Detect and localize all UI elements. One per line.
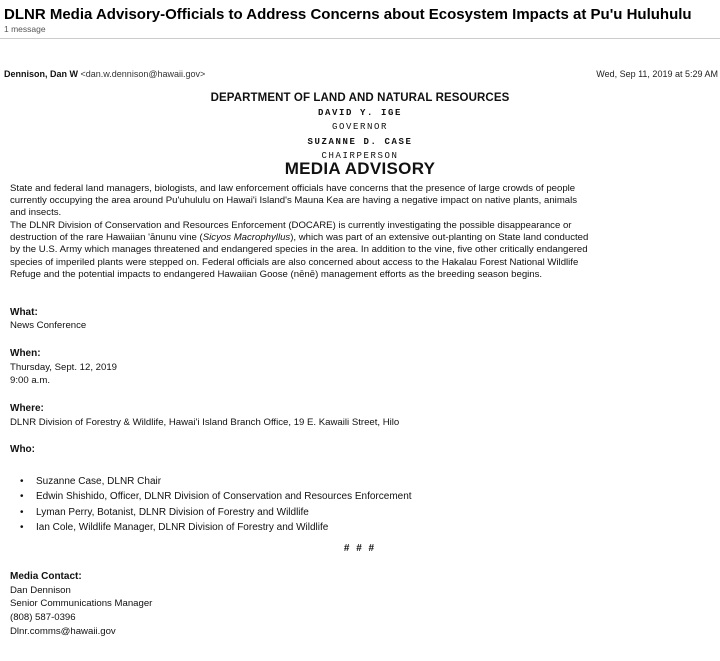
list-item: • Lyman Perry, Botanist, DLNR Division of Forestry and Wildlife [20,505,412,520]
what-label: What: [10,307,38,318]
chairperson-title: CHAIRPERSON [321,151,399,161]
what-value: News Conference [10,320,87,331]
paragraph-line: State and federal land managers, biologists, and law enforcement officials have concerns that the presence of large crowds of people [10,183,576,194]
media-contact-label: Media Contact: [10,571,82,582]
media-advisory-title: MEDIA ADVISORY [284,159,436,178]
who-label: Who: [10,444,35,455]
species-name: Sicyos Macrophyllus [202,232,291,244]
sender-line [4,69,205,79]
contact-email[interactable]: Dlnr.comms@hawaii.gov [10,626,116,637]
department-heading: DEPARTMENT OF LAND AND NATURAL RESOURCES [210,92,510,104]
contact-phone: (808) 587-0396 [10,612,76,623]
paragraph-line [10,232,710,244]
contact-name: Dan Dennison [10,585,71,596]
where-label: Where: [10,403,44,414]
when-time: 9:00 a.m. [10,375,50,386]
when-date: Thursday, Sept. 12, 2019 [10,362,118,373]
governor-title: GOVERNOR [331,122,388,132]
sender-email: <dan.w.dennison@hawaii.gov> [80,69,206,79]
who-list [20,474,412,535]
text-run: ), which was part of an extensive out-planting on State land conducted [290,232,589,244]
when-label: When: [10,348,41,359]
sender-name[interactable]: Dennison, Dan W [4,69,78,79]
governor-name: DAVID Y. IGE [317,108,402,118]
where-value: DLNR Division of Forestry & Wildlife, Hawai'i Island Branch Office, 19 E. Kawaili Street, Hilo [10,417,400,428]
paragraph-line: by the U.S. Army which manages threatened and endangered species in the area. In addition to the vine, five other critically endangered [10,244,588,256]
text-run: destruction of the rare Hawaiian 'ānunu vine ( [10,232,203,244]
list-item: • Ian Cole, Wildlife Manager, DLNR Division of Forestry and Wildlife [20,520,412,535]
paragraph-concerns [10,183,710,220]
email-date: Wed, Sep 11, 2019 at 5:29 AM [596,69,718,79]
list-item: • Suzanne Case, DLNR Chair [20,474,412,489]
header-divider [0,38,720,39]
chairperson-name: SUZANNE D. CASE [307,137,413,147]
paragraph-line: The DLNR Division of Conservation and Resources Enforcement (DOCARE) is currently investigating the possible disappearance or [10,220,572,231]
paragraph-line: and insects. [10,207,62,219]
message-count: 1 message [4,24,46,34]
paragraph-line: species of imperiled plants were stepped on. Federal officials are also concerned about access to the Hakalau Forest National Wildlife [10,256,579,268]
paragraph-line: Refuge and the potential impacts to endangered Hawaiian Goose (nēnē) management efforts as the breeding season begins. [10,268,543,280]
end-mark: # # # [343,543,377,554]
email-subject: DLNR Media Advisory-Officials to Address Concerns about Ecosystem Impacts at Pu'u Huluhulu [4,6,692,23]
contact-title: Senior Communications Manager [10,598,153,609]
paragraph-line: currently occupying the area around Pu'uhululu on Hawai'i Island's Mauna Kea are having a negative impact on native plants, animals [10,195,578,207]
paragraph-docare [10,220,710,281]
list-item: • Edwin Shishido, Officer, DLNR Division of Conservation and Resources Enforcement [20,489,412,504]
